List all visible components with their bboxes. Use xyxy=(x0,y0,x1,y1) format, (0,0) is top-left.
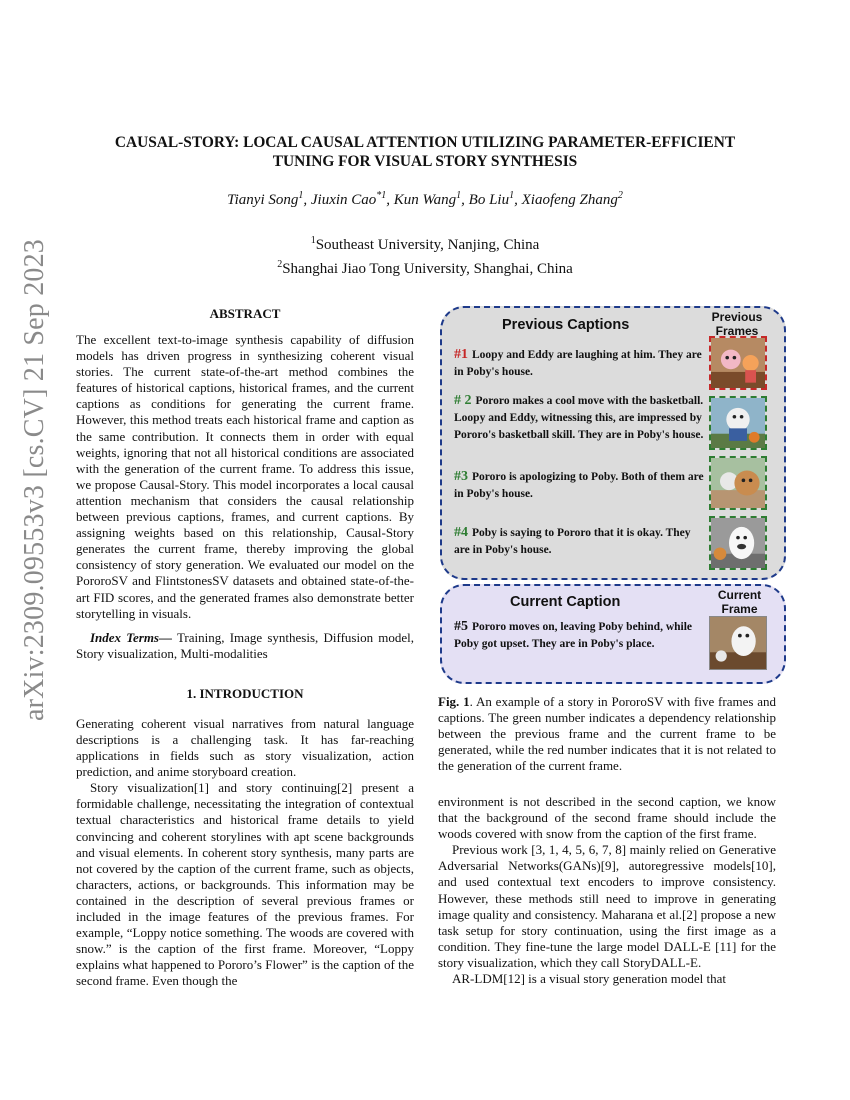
right-paragraph-2: Previous work [3, 1, 4, 5, 6, 7, 8] mainly relied on Generative Adversarial Networks(GANs)[9], autoregressive models[10], and used contextual text encoders to improve consistency. However, these methods still need to improve in generating image quality and consistency. Maharana et al.[2] propose a new task setup for story continuation, using the first image as a condition. They fine-tune the large model DALL-E [11] for the story visualization, which they call StoryDALL-E. xyxy=(438,842,776,970)
author: Xiaofeng Zhang$^2$ xyxy=(521,190,623,208)
right-paragraph-1: environment is not described in the second caption, we know that the background of the second frame should include the woods covered with snow from the caption of the first frame. xyxy=(438,794,776,842)
caption-number: #4 xyxy=(454,525,468,540)
abstract-text: The excellent text-to-image synthesis capability of diffusion models has driven progress in synthesizing coherent visual stories. The current state-of-the-art method combines the features of historical captions, historical frames, and the current captions as conditions for generating the current frame. However, this method treats each historical frame and caption as the same contribution. It connects them in order with equal weights, ignoring that not all historical conditions are associated with the generation of the current frame. To address this issue, we propose Causal-Story. This model incorporates a local causal attention mechanism that considers the causal relationship between previous captions, frames, and current captions. By assigning weights based on this relationship, Causal-Story generates the current frame, thereby improving the global consistency of story generation. We evaluated our model on the PororoSV and FlintstonesSV datasets and obtained state-of-the-art FID scores, and the generated frames also demonstrate better storytelling in visuals. xyxy=(76,332,414,621)
caption-number: #5 xyxy=(454,619,468,634)
frame-4-image xyxy=(709,516,767,570)
current-frame-label: Current Frame xyxy=(717,588,762,616)
caption-number: #3 xyxy=(454,469,468,484)
caption-3: #3 Pororo is apologizing to Poby. Both of them are in Poby's house. xyxy=(454,469,704,500)
affiliation-1: $^1$Southeast University, Nanjing, China xyxy=(310,235,540,253)
introduction-heading: 1. INTRODUCTION xyxy=(186,685,304,701)
index-terms: Index Terms— Training, Image synthesis, Diffusion model, Story visualization, Multi-modalities xyxy=(76,629,414,661)
previous-frames-label: Previous Frames xyxy=(711,310,763,338)
caption-4: #4 Poby is saying to Pororo that it is okay. They are in Poby's house. xyxy=(454,525,691,556)
current-caption-panel xyxy=(440,584,786,684)
intro-paragraph-1: Generating coherent visual narratives from natural language descriptions is a challenging task. It has far-reaching applications in fields such as story visualization, action prediction, and anime storyboard creation. xyxy=(76,715,414,780)
paper-title xyxy=(80,133,770,171)
previous-captions-panel xyxy=(440,306,786,580)
affiliations xyxy=(80,231,770,279)
arxiv-id: arXiv:2309.09553v3 [cs.CV] 21 Sep 2023 xyxy=(19,238,50,722)
caption-number: #1 xyxy=(454,347,468,362)
frame-1-image xyxy=(709,336,767,390)
figure-caption-text: . An example of a story in PororoSV with five frames and captions. The green number indicates a dependency relationship between the previous frame and the current frame to be generated, while the red number indicates that it is not related to the generation of the current frame. xyxy=(438,694,776,774)
author: Bo Liu$^1$, xyxy=(468,190,522,208)
author: Tianyi Song$^1$, xyxy=(227,190,311,208)
caption-1: #1 Loopy and Eddy are laughing at him. They are in Poby's house. xyxy=(454,347,702,378)
caption-2: # 2 Pororo makes a cool move with the basketball. Loopy and Eddy, witnessing this, are impressed by Pororo's basketball skill. They are in Poby's house. xyxy=(454,393,704,441)
caption-number: # 2 xyxy=(454,393,472,408)
abstract-heading: ABSTRACT xyxy=(209,306,281,321)
previous-captions-title: Previous Captions xyxy=(502,317,630,333)
author: Jiuxin Cao$^{*1}$, xyxy=(310,190,394,208)
author-list xyxy=(80,190,770,209)
current-caption-title: Current Caption xyxy=(510,594,621,610)
right-paragraph-3: AR-LDM[12] is a visual story generation model that xyxy=(452,971,727,987)
frame-5-image xyxy=(709,616,767,670)
caption-5: #5 Pororo moves on, leaving Poby behind, while Poby got upset. They are in Poby's place. xyxy=(454,619,693,650)
title-line-1: CAUSAL-STORY: LOCAL CAUSAL ATTENTION UTILIZING PARAMETER-EFFICIENT xyxy=(114,134,736,151)
intro-paragraph-2: Story visualization[1] and story continuing[2] present a formidable challenge, necessitating the integration of contextual textual characteristics and historical frame details to yield convincing and coherent storylines with apt scene backgrounds and visual elements. In coherent story synthesis, many parts are not covered by the caption of the current frame, such as objects, characters, actions, or backgrounds. This information may be contained in the description of several previous frames or included in the image features of the previous frames. For example, “Loppy notice something. The woods are covered with snow.” is the caption of the first frame. Moreover, “Loppy explains what happened to Pororo’s Flower” is the caption of the second frame. Even though the xyxy=(76,780,414,989)
arxiv-stamp xyxy=(10,238,60,722)
figure-label: Fig. 1 xyxy=(438,694,470,709)
frame-3-image xyxy=(709,456,767,510)
left-column xyxy=(76,306,414,989)
frame-2-image xyxy=(709,396,767,450)
affiliation-2: $^2$Shanghai Jiao Tong University, Shanghai, China xyxy=(277,259,573,277)
title-line-2: TUNING FOR VISUAL STORY SYNTHESIS xyxy=(272,153,578,170)
right-column xyxy=(438,794,776,987)
figure-1 xyxy=(440,306,795,686)
author: Kun Wang$^1$, xyxy=(393,190,469,208)
figure-caption xyxy=(438,694,776,774)
